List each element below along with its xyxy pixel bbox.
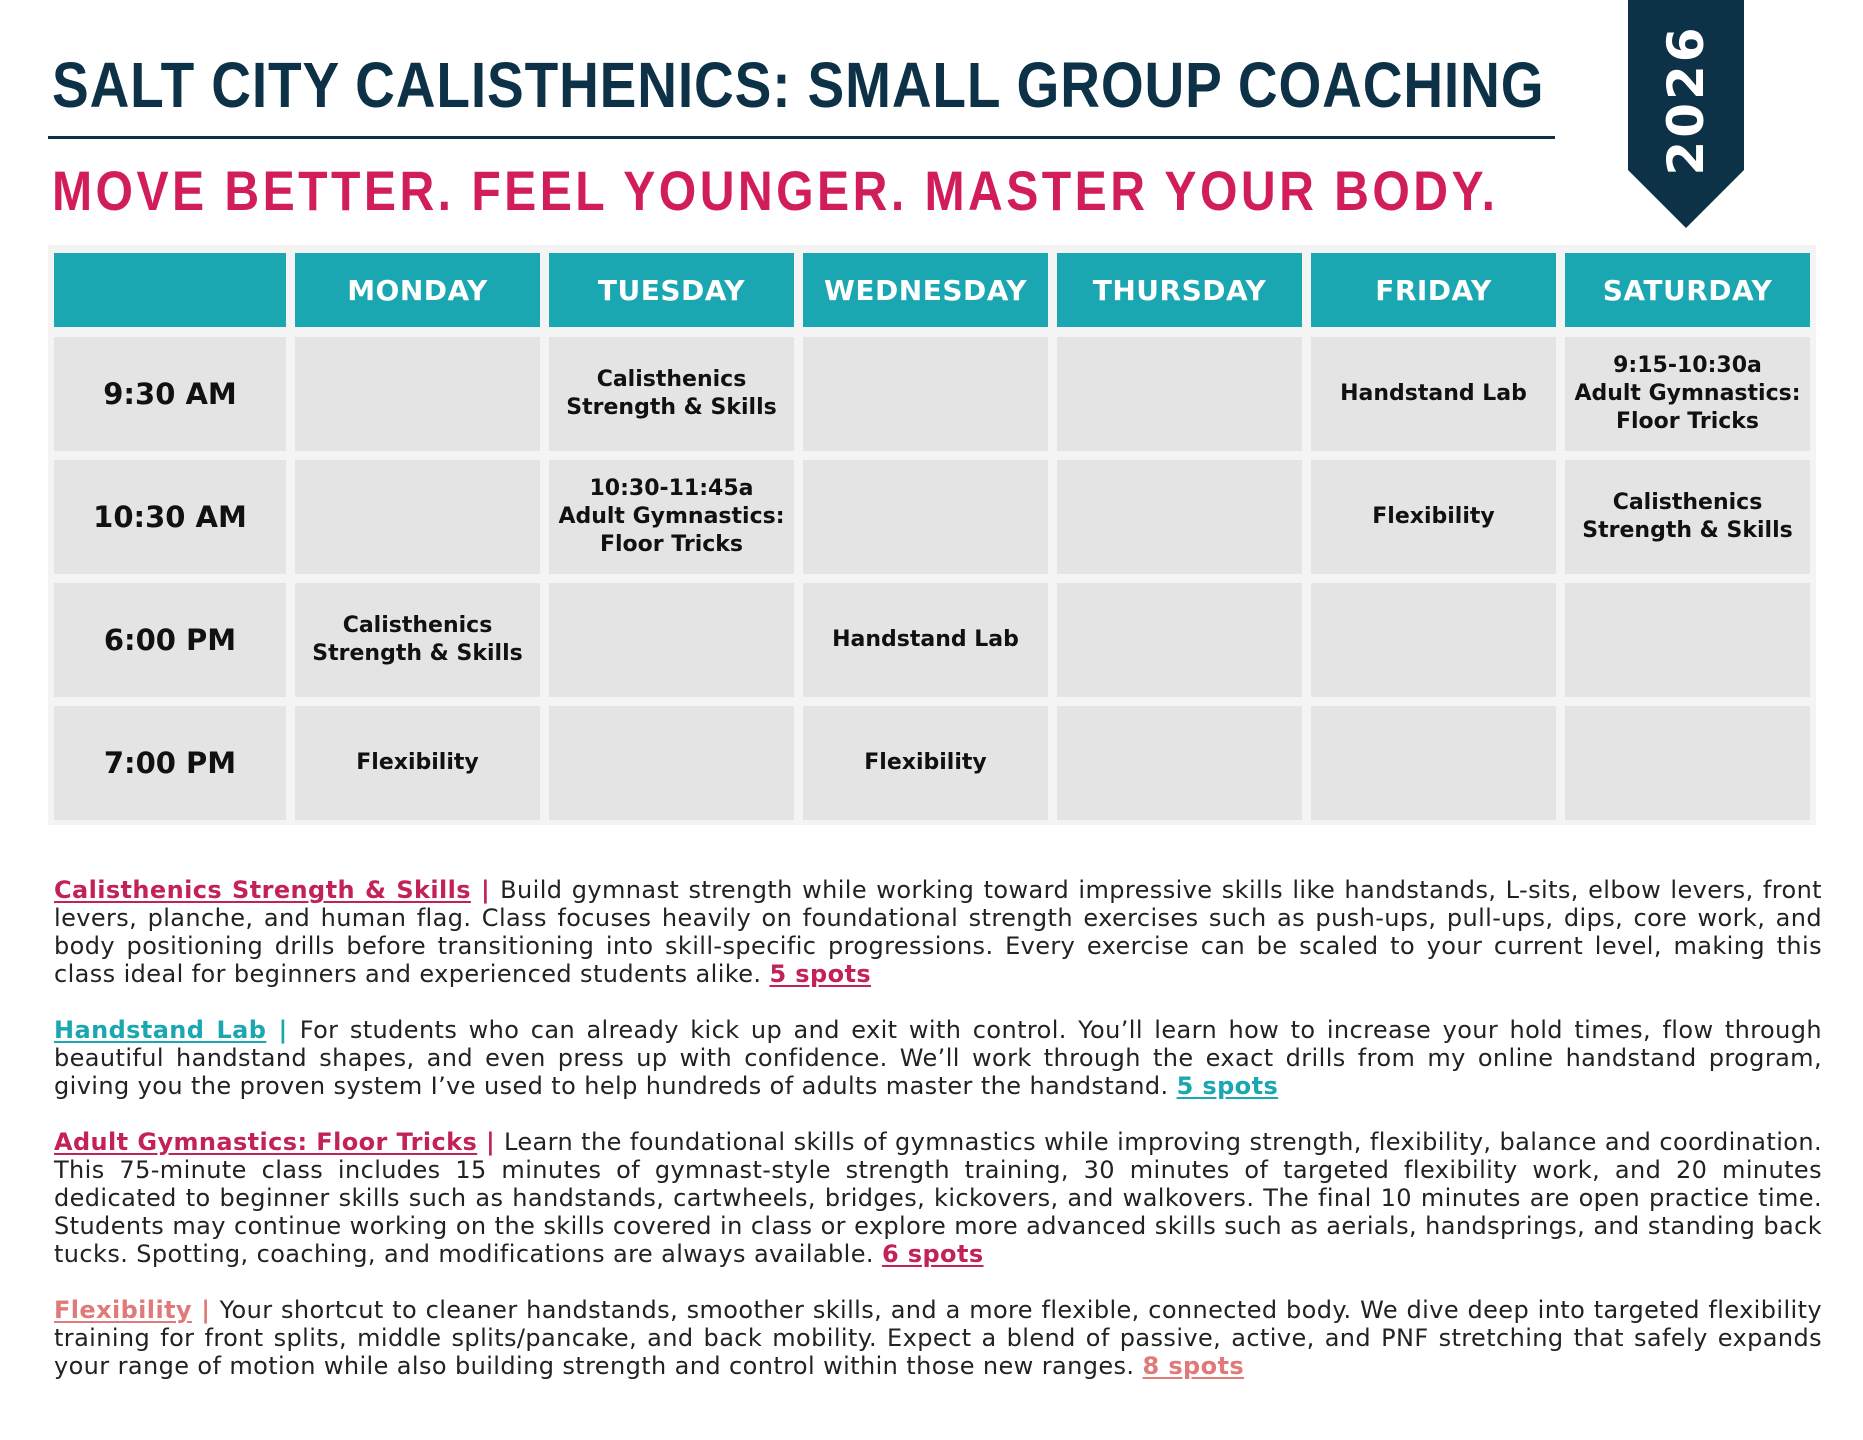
class-slot xyxy=(549,337,794,451)
day-header: FRIDAY xyxy=(1311,253,1556,327)
class-line: Calisthenics xyxy=(1612,490,1763,515)
class-name xyxy=(566,366,776,422)
empty-slot xyxy=(1057,460,1302,574)
description-text: Your shortcut to cleaner handstands, smoother skills, and a more flexible, connected body. We dive deep into targeted flexibility training for front splits, middle splits/pancake, and back mobility. Expect a blend of passive, active, and PNF stretching that safely expands your range of motion while also building strength and control within those new ranges. xyxy=(54,1296,1822,1380)
time-slot: 9:30 AM xyxy=(54,337,286,451)
class-name xyxy=(1340,380,1527,408)
empty-slot xyxy=(1565,706,1810,820)
class-line: Adult Gymnastics: xyxy=(558,504,785,529)
day-header: TUESDAY xyxy=(549,253,794,327)
class-slot xyxy=(295,583,540,697)
class-line: Handstand Lab xyxy=(1340,381,1527,406)
time-slot: 6:00 PM xyxy=(54,583,286,697)
class-name xyxy=(832,626,1019,654)
title-separator: | xyxy=(477,1128,505,1156)
spots-available-link[interactable]: 5 spots xyxy=(1176,1072,1279,1100)
day-header: WEDNESDAY xyxy=(803,253,1048,327)
class-name xyxy=(312,612,522,668)
empty-slot xyxy=(295,460,540,574)
class-line: 10:30-11:45a xyxy=(589,476,754,501)
class-line: Calisthenics xyxy=(342,613,493,638)
class-slot xyxy=(1565,460,1810,574)
title-separator: | xyxy=(470,876,501,904)
tagline: MOVE BETTER. FEEL YOUNGER. MASTER YOUR BODY. xyxy=(52,159,1499,222)
title-separator: | xyxy=(191,1296,220,1324)
empty-slot xyxy=(1311,583,1556,697)
class-slot xyxy=(1311,337,1556,451)
class-line: Flexibility xyxy=(864,750,987,775)
class-slot xyxy=(549,460,794,574)
class-description xyxy=(54,1128,1822,1268)
description-text: Learn the foundational skills of gymnastics while improving strength, flexibility, balance and coordination. This 75-minute class includes 15 minutes of gymnast-style strength training, 30 minutes of targeted flexibility work, and 20 minutes dedicated to beginner skills such as handstands, cartwheels, bridges, kickovers, and walkovers. The final 10 minutes are open practice time. Students may continue working on the skills covered in class or explore more advanced skills such as aerials, handsprings, and standing back tucks. Spotting, coaching, and modifications are always available. xyxy=(54,1128,1822,1268)
class-slot xyxy=(1311,460,1556,574)
time-slot: 7:00 PM xyxy=(54,706,286,820)
class-line: 9:15-10:30a xyxy=(1613,353,1762,378)
day-header: THURSDAY xyxy=(1057,253,1302,327)
class-slot xyxy=(803,706,1048,820)
empty-slot xyxy=(1565,583,1810,697)
class-description-title-link[interactable]: Flexibility xyxy=(54,1296,192,1324)
empty-slot xyxy=(295,337,540,451)
spots-available-link[interactable]: 6 spots xyxy=(881,1240,984,1268)
empty-slot xyxy=(803,337,1048,451)
empty-slot xyxy=(1311,706,1556,820)
class-slot xyxy=(803,583,1048,697)
class-description-title-link[interactable]: Calisthenics Strength & Skills xyxy=(54,876,471,904)
class-description xyxy=(54,1296,1822,1380)
title-separator: | xyxy=(266,1016,300,1044)
class-slot xyxy=(1565,337,1810,451)
class-name xyxy=(356,749,478,777)
class-description xyxy=(54,1016,1822,1100)
spots-available-link[interactable]: 8 spots xyxy=(1142,1352,1245,1380)
class-line: Strength & Skills xyxy=(566,395,777,420)
class-line: Strength & Skills xyxy=(1582,518,1793,543)
class-slot xyxy=(295,706,540,820)
empty-slot xyxy=(1057,706,1302,820)
description-text: Build gymnast strength while working toward impressive skills like handstands, L-sits, elbow levers, front levers, planche, and human flag. Class focuses heavily on foundational strength exercises such as push-ups, pull-ups, dips, core work, and body positioning drills before transitioning into skill-specific progressions. Every exercise can be scaled to your current level, making this class ideal for beginners and experienced students alike. xyxy=(54,876,1822,988)
schedule-table xyxy=(48,245,1816,825)
title-divider xyxy=(48,136,1555,139)
empty-slot xyxy=(549,583,794,697)
day-header: MONDAY xyxy=(295,253,540,327)
class-line: Floor Tricks xyxy=(599,532,744,557)
class-line: Flexibility xyxy=(1372,504,1495,529)
header-corner-cell xyxy=(54,253,286,327)
class-name xyxy=(1574,352,1800,436)
time-slot: 10:30 AM xyxy=(54,460,286,574)
spots-available-link[interactable]: 5 spots xyxy=(769,960,872,988)
empty-slot xyxy=(1057,583,1302,697)
empty-slot xyxy=(803,460,1048,574)
class-description xyxy=(54,876,1822,988)
class-line: Adult Gymnastics: xyxy=(1574,381,1801,406)
class-name xyxy=(1372,503,1494,531)
year-label: 2026 xyxy=(1657,24,1715,176)
class-name xyxy=(864,749,986,777)
class-description-title-link[interactable]: Handstand Lab xyxy=(54,1016,267,1044)
class-line: Handstand Lab xyxy=(832,627,1019,652)
class-line: Strength & Skills xyxy=(312,641,523,666)
empty-slot xyxy=(1057,337,1302,451)
class-description-title-link[interactable]: Adult Gymnastics: Floor Tricks xyxy=(54,1128,478,1156)
class-name xyxy=(1582,489,1792,545)
page-title: SALT CITY CALISTHENICS: SMALL GROUP COACHING xyxy=(52,49,1545,121)
empty-slot xyxy=(549,706,794,820)
class-line: Calisthenics xyxy=(596,367,747,392)
class-name xyxy=(558,475,784,559)
year-ribbon xyxy=(1628,0,1744,230)
class-line: Flexibility xyxy=(356,750,479,775)
description-text: For students who can already kick up and exit with control. You’ll learn how to increase your hold times, flow through beautiful handstand shapes, and even press up with confidence. We’ll work through the exact drills from my online handstand program, giving you the proven system I’ve used to help hundreds of adults master the handstand. xyxy=(54,1016,1822,1100)
day-header: SATURDAY xyxy=(1565,253,1810,327)
class-line: Floor Tricks xyxy=(1615,409,1760,434)
class-descriptions xyxy=(54,876,1822,1408)
